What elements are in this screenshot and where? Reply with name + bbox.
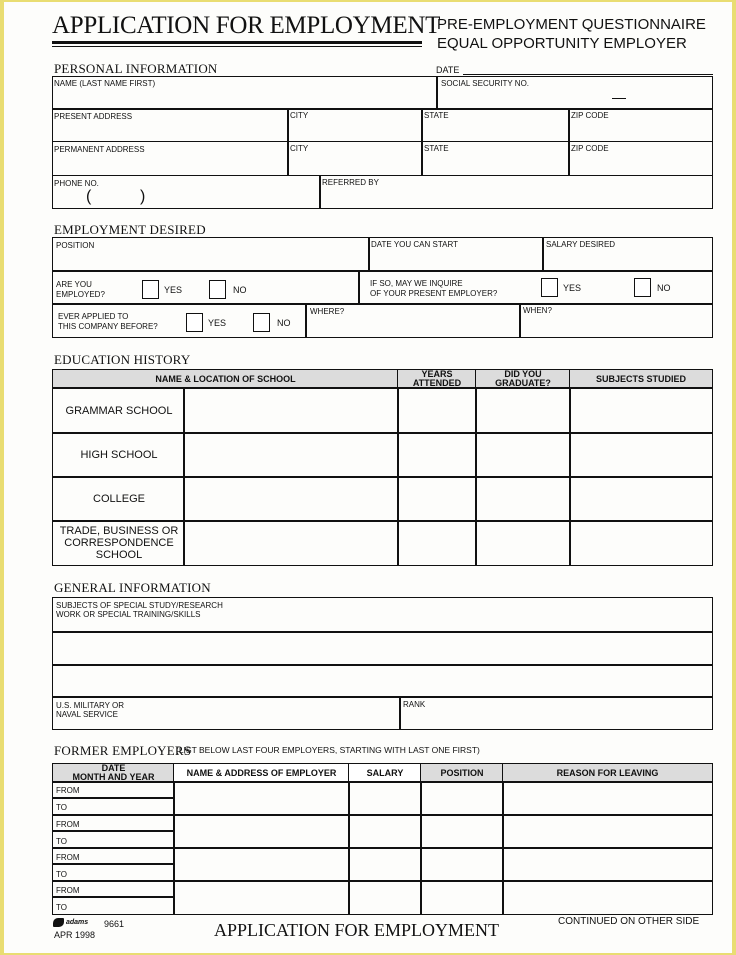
date-line[interactable] [463, 74, 713, 75]
employer-4-to-label: TO [56, 903, 67, 912]
edu-high-school-field[interactable] [183, 432, 399, 478]
employed-label-1: ARE YOU [56, 280, 92, 289]
employer-2-name-field[interactable] [173, 814, 350, 849]
brand-name: adams [66, 919, 89, 926]
employer-2-reason-field[interactable] [502, 814, 713, 849]
form-subtitle-eoe: EQUAL OPPORTUNITY EMPLOYER [437, 35, 687, 52]
brand-logo-icon [53, 918, 64, 927]
employer-4-to-field[interactable] [52, 896, 175, 915]
employer-2-salary-field[interactable] [348, 814, 422, 849]
edu-college-subjects-field[interactable] [569, 476, 713, 522]
employer-1-salary-field[interactable] [348, 781, 422, 816]
edu-trade-graduate-field[interactable] [475, 520, 571, 566]
employer-2-to-label: TO [56, 837, 67, 846]
date-label: DATE [436, 65, 460, 75]
edu-grammar-school-field[interactable] [183, 387, 399, 434]
form-number: 9661 [104, 919, 125, 929]
brand-logo [53, 918, 88, 927]
inquire-yes-label: YES [563, 283, 582, 293]
inquire-label-1: IF SO, MAY WE INQUIRE [370, 279, 463, 288]
applied-where-label: WHERE? [310, 307, 345, 316]
permanent-zip-label: ZIP CODE [571, 144, 609, 153]
employer-4-position-field[interactable] [420, 880, 504, 915]
employer-1-reason-field[interactable] [502, 781, 713, 816]
employer-3-reason-field[interactable] [502, 847, 713, 882]
applied-label-1: EVER APPLIED TO [58, 312, 129, 321]
salary-desired-label: SALARY DESIRED [546, 240, 616, 249]
phone-area-close: ) [140, 188, 146, 205]
edu-header-years: YEARS ATTENDED [397, 369, 477, 389]
permanent-address-label: PERMANENT ADDRESS [54, 145, 145, 154]
inquire-yes-checkbox[interactable] [541, 278, 558, 297]
footer-title: APPLICATION FOR EMPLOYMENT [214, 920, 500, 940]
edu-trade-subjects-field[interactable] [569, 520, 713, 566]
edu-row-grammar: GRAMMAR SCHOOL [65, 404, 173, 417]
employer-4-salary-field[interactable] [348, 880, 422, 915]
former-header-date [52, 763, 175, 783]
employer-1-name-field[interactable] [173, 781, 350, 816]
edu-high-years-field[interactable] [397, 432, 477, 478]
form-revision-date: APR 1998 [54, 930, 96, 940]
applied-label-2: THIS COMPANY BEFORE? [58, 322, 158, 331]
employer-3-name-field[interactable] [173, 847, 350, 882]
former-header-salary: SALARY [348, 763, 422, 783]
present-zip-label: ZIP CODE [571, 111, 609, 120]
inquire-no-label: NO [657, 283, 671, 293]
title-rule-thin [52, 46, 422, 47]
ssn-dash [612, 98, 626, 99]
employed-yes-checkbox[interactable] [142, 280, 159, 299]
edu-grammar-subjects-field[interactable] [569, 387, 713, 434]
ssn-label: SOCIAL SECURITY NO. [441, 79, 530, 88]
employer-1-position-field[interactable] [420, 781, 504, 816]
employer-1-to-label: TO [56, 803, 67, 812]
edu-trade-school-field[interactable] [183, 520, 399, 566]
edu-grammar-years-field[interactable] [397, 387, 477, 434]
employer-3-from-label: FROM [56, 853, 80, 862]
inquire-no-checkbox[interactable] [634, 278, 651, 297]
applied-yes-label: YES [208, 318, 227, 328]
phone-label: PHONE NO. [54, 179, 99, 188]
section-title-general: GENERAL INFORMATION [54, 580, 211, 595]
start-date-label: DATE YOU CAN START [371, 240, 458, 249]
former-header-date-1: DATE [101, 763, 126, 773]
section-title-personal: PERSONAL INFORMATION [54, 61, 218, 76]
name-label: NAME (LAST NAME FIRST) [54, 79, 156, 88]
former-header-employer: NAME & ADDRESS OF EMPLOYER [173, 763, 350, 783]
edu-header-subjects: SUBJECTS STUDIED [569, 369, 713, 389]
permanent-city-label: CITY [290, 144, 309, 153]
special-study-label-2: WORK OR SPECIAL TRAINING/SKILLS [56, 610, 201, 619]
rank-field[interactable] [399, 696, 713, 730]
edu-header-school: NAME & LOCATION OF SCHOOL [52, 369, 399, 389]
continued-note: CONTINUED ON OTHER SIDE [558, 916, 700, 927]
employed-yes-label: YES [164, 285, 183, 295]
employer-3-salary-field[interactable] [348, 847, 422, 882]
form-subtitle-questionnaire: PRE-EMPLOYMENT QUESTIONNAIRE [437, 16, 706, 33]
edu-row-college: COLLEGE [93, 493, 145, 505]
edu-high-graduate-field[interactable] [475, 432, 571, 478]
former-header-position: POSITION [420, 763, 504, 783]
special-study-line-3[interactable] [52, 664, 713, 698]
special-study-label-1: SUBJECTS OF SPECIAL STUDY/RESEARCH [56, 601, 223, 610]
employer-4-name-field[interactable] [173, 880, 350, 915]
present-address-label: PRESENT ADDRESS [54, 112, 133, 121]
edu-high-subjects-field[interactable] [569, 432, 713, 478]
edu-header-graduate: DID YOU GRADUATE? [475, 369, 571, 389]
inquire-label-2: OF YOUR PRESENT EMPLOYER? [370, 289, 498, 298]
military-label-2: NAVAL SERVICE [56, 710, 118, 719]
present-city-label: CITY [290, 111, 309, 120]
rank-label: RANK [403, 700, 426, 709]
section-title-employment: EMPLOYMENT DESIRED [54, 222, 206, 237]
employer-4-from-label: FROM [56, 886, 80, 895]
edu-row-trade: TRADE, BUSINESS OR CORRESPONDENCE SCHOOL [59, 525, 179, 561]
former-employers-note: (LIST BELOW LAST FOUR EMPLOYERS, STARTING WITH LAST ONE FIRST) [176, 745, 480, 755]
edu-trade-years-field[interactable] [397, 520, 477, 566]
edu-college-years-field[interactable] [397, 476, 477, 522]
former-header-reason: REASON FOR LEAVING [502, 763, 713, 783]
employed-no-label: NO [233, 285, 247, 295]
form-title: APPLICATION FOR EMPLOYMENT [52, 12, 441, 39]
employer-1-from-label: FROM [56, 786, 80, 795]
edu-row-high: HIGH SCHOOL [80, 449, 158, 461]
employer-3-to-label: TO [56, 870, 67, 879]
applied-yes-checkbox[interactable] [186, 313, 203, 332]
employer-2-from-label: FROM [56, 820, 80, 829]
edu-college-school-field[interactable] [183, 476, 399, 522]
employed-label-2: EMPLOYED? [56, 290, 105, 299]
position-field[interactable] [52, 237, 370, 272]
military-label-1: U.S. MILITARY OR [56, 701, 125, 710]
position-label: POSITION [56, 241, 95, 250]
section-title-education: EDUCATION HISTORY [54, 352, 191, 367]
employer-3-position-field[interactable] [420, 847, 504, 882]
referred-by-label: REFERRED BY [322, 178, 379, 187]
employed-no-checkbox[interactable] [209, 280, 226, 299]
employer-2-position-field[interactable] [420, 814, 504, 849]
section-title-former: FORMER EMPLOYERS [54, 743, 192, 758]
employed-row [52, 270, 360, 305]
phone-area-open: ( [86, 188, 92, 205]
special-study-line-2[interactable] [52, 631, 713, 666]
edu-grammar-graduate-field[interactable] [475, 387, 571, 434]
applied-no-checkbox[interactable] [253, 313, 270, 332]
permanent-state-label: STATE [424, 144, 449, 153]
former-header-date-2: MONTH AND YEAR [72, 772, 155, 782]
title-rule-thick [52, 41, 422, 44]
present-state-label: STATE [424, 111, 449, 120]
edu-college-graduate-field[interactable] [475, 476, 571, 522]
applied-no-label: NO [277, 318, 291, 328]
employer-4-reason-field[interactable] [502, 880, 713, 915]
applied-when-label: WHEN? [523, 306, 552, 315]
